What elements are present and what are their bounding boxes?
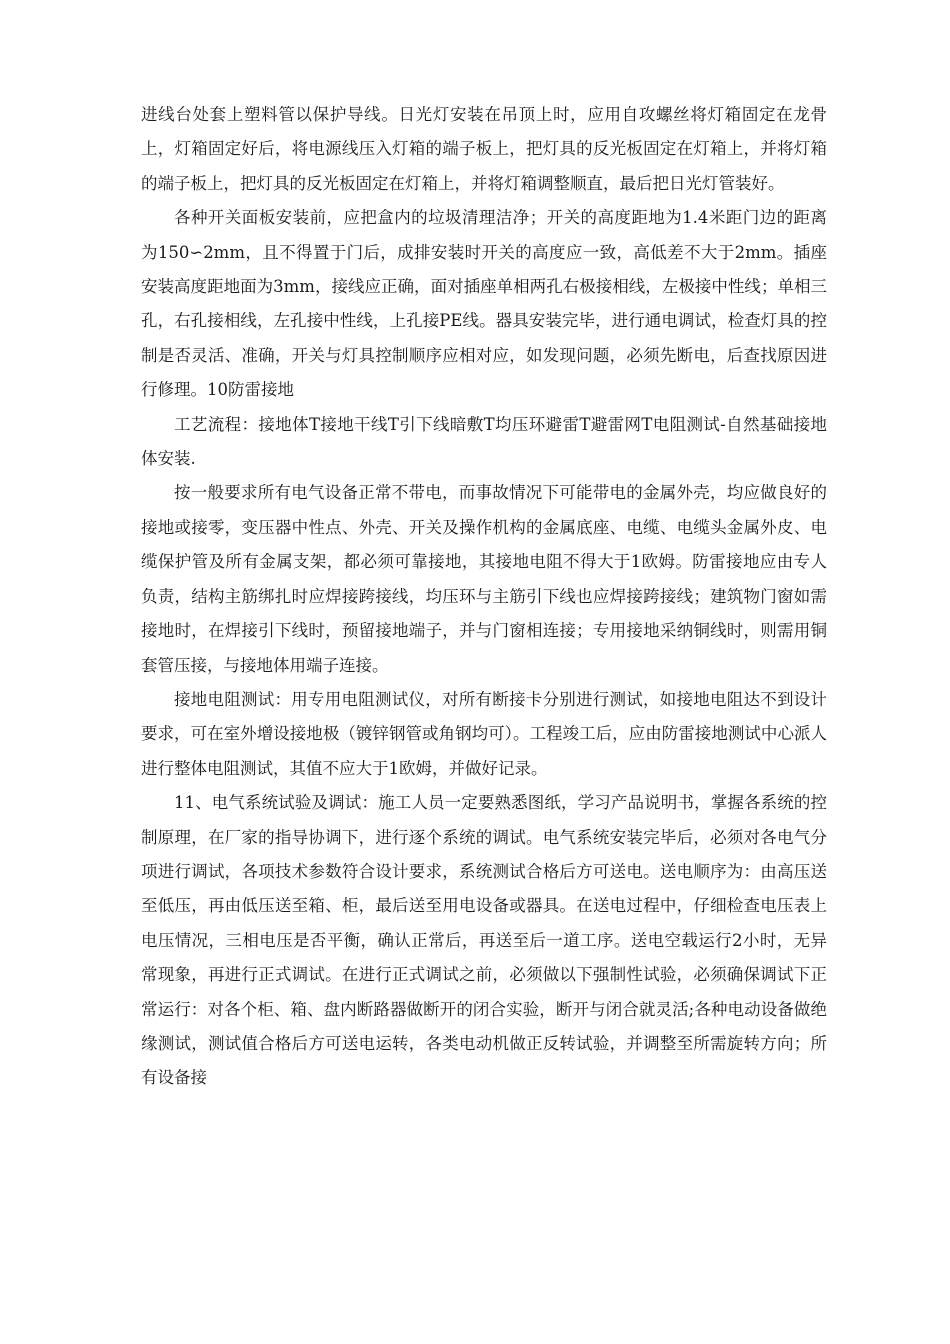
paragraph-3: 工艺流程：接地体T接地干线T引下线暗敷T均压环避雷T避雷网T电阻测试-自然基础接地体安装.	[141, 414, 827, 469]
document-body	[141, 98, 827, 1096]
paragraph-4: 按一般要求所有电气设备正常不带电，而事故情况下可能带电的金属外壳，均应做良好的接地或接零，变压器中性点、外壳、开关及操作机构的金属底座、电缆、电缆头金属外皮、电缆保护管及所有金属支架，都必须可靠接地，其接地电阻不得大于1欧姆。防雷接地应由专人负责，结构主筋绑扎时应焊接跨接线，均压环与主筋引下线也应焊接跨接线；建筑物门窗如需接地时，在焊接引下线时，预留接地端子，并与门窗相连接；专用接地采纳铜线时，则需用铜套管压接，与接地体用端子连接。	[141, 483, 827, 675]
paragraph-6: 11、电气系统试验及调试：施工人员一定要熟悉图纸，学习产品说明书，掌握各系统的控制原理，在厂家的指导协调下，进行逐个系统的调试。电气系统安装完毕后，必须对各电气分项进行调试，各项技术参数符合设计要求，系统测试合格后方可送电。送电顺序为：由高压送至低压，再由低压送至箱、柜，最后送至用电设备或器具。在送电过程中，仔细检查电压表上电压情况，三相电压是否平衡，确认正常后，再送至后一道工序。送电空载运行2小时，无异常现象，再进行正式调试。在进行正式调试之前，必须做以下强制性试验，必须确保调试下正常运行：对各个柜、箱、盘内断路器做断开的闭合实验，断开与闭合就灵活;各种电动设备做绝缘测试，测试值合格后方可送电运转，各类电动机做正反转试验，并调整至所需旋转方向；所有设备接	[141, 793, 827, 1088]
paragraph-2: 各种开关面板安装前，应把盒内的垃圾清理洁净；开关的高度距地为1.4米距门边的距离为150∽2mm，且不得置于门后，成排安装时开关的高度应一致，高低差不大于2mm。插座安装高度距地面为3mm，接线应正确，面对插座单相两孔右极接相线，左极接中性线；单相三孔，右孔接相线，左孔接中性线，上孔接PE线。器具安装完毕，进行通电调试，检查灯具的控制是否灵活、准确，开关与灯具控制顺序应相对应，如发现问题，必须先断电，后查找原因进行修理。10防雷接地	[141, 208, 827, 400]
paragraph-5: 接地电阻测试：用专用电阻测试仪，对所有断接卡分别进行测试，如接地电阻达不到设计要求，可在室外增设接地极（镀锌钢管或角钢均可）。工程竣工后，应由防雷接地测试中心派人进行整体电阻测试，其值不应大于1欧姆，并做好记录。	[141, 689, 827, 778]
paragraph-1: 进线台处套上塑料管以保护导线。日光灯安装在吊顶上时，应用自攻螺丝将灯箱固定在龙骨上，灯箱固定好后，将电源线压入灯箱的端子板上，把灯具的反光板固定在灯箱上，并将灯箱的端子板上，把灯具的反光板固定在灯箱上，并将灯箱调整顺直，最后把日光灯管装好。	[141, 105, 827, 193]
